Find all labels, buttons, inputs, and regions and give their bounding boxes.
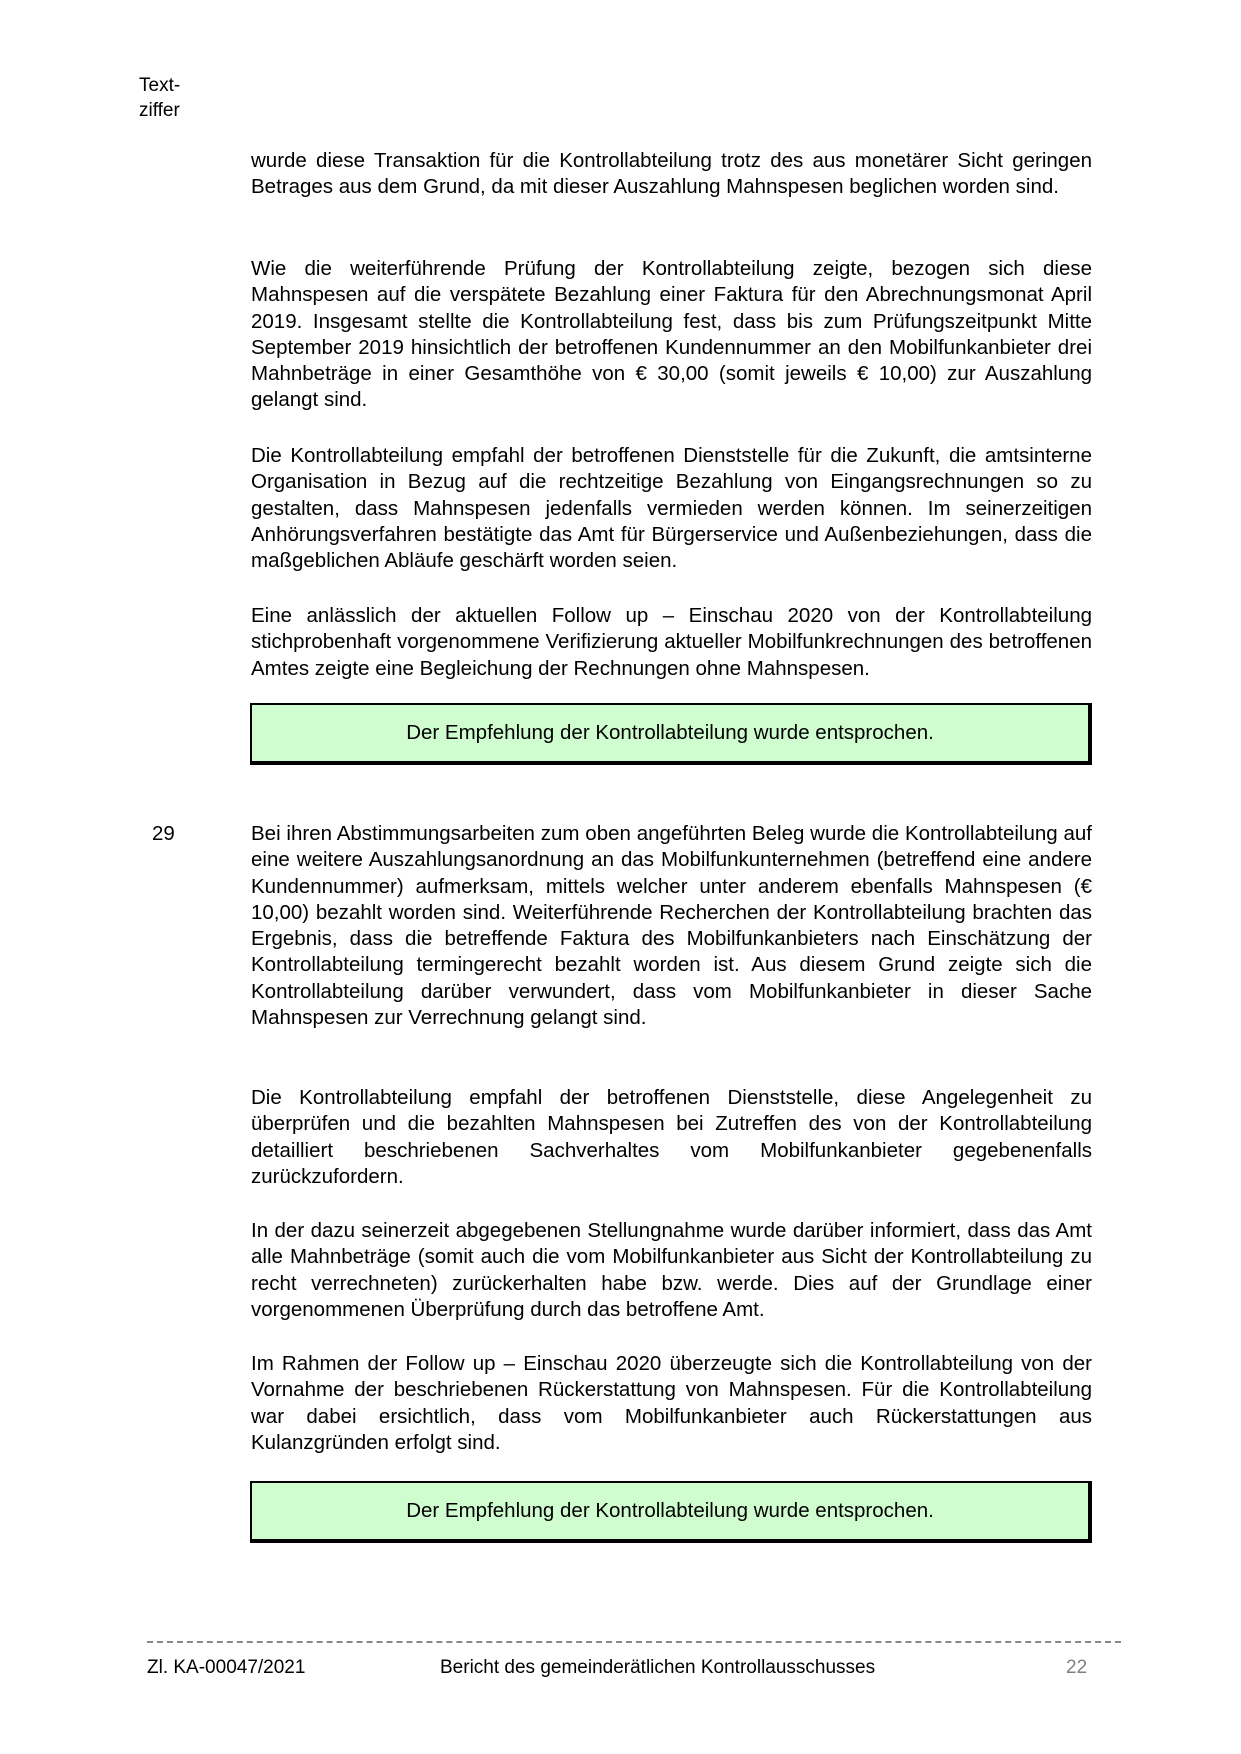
footer-divider — [147, 1641, 1121, 1643]
conclusion-text: Der Empfehlung der Kontrollabteilung wurde entsprochen. — [406, 721, 934, 744]
paragraph: Die Kontrollabteilung empfahl der betroffenen Dienststelle, diese Angelegenheit zu überprüfen und die bezahlten Mahnspesen bei Zutreffen des von der Kontrollabteilung detailliert beschriebenen Sachverhaltes vom Mobilfunkanbieter gegebenenfalls zurückzufordern. — [251, 1086, 1092, 1188]
paragraph: Bei ihren Abstimmungsarbeiten zum oben angeführten Beleg wurde die Kontrollabteilung auf eine weitere Auszahlungsanordnung an das Mobilfunkunternehmen (betreffend eine andere Kundennummer) aufmerksam, mittels welcher unter anderem ebenfalls Mahnspesen (€ 10,00) bezahlt worden sind. Weiterführende Recherchen der Kontrollabteilung brachten das Ergebnis, dass die betreffende Faktura des Mobilfunkanbieters nach Einschätzung der Kontrollabteilung termingerecht bezahlt worden ist. Aus diesem Grund zeigte sich die Kontrollabteilung darüber verwundert, dass vom Mobilfunkanbieter in dieser Sache Mahnspesen zur Verrechnung gelangt sind. — [251, 822, 1092, 1030]
conclusion-box — [250, 1481, 1092, 1543]
page-number: 22 — [1066, 1657, 1088, 1678]
paragraph: Im Rahmen der Follow up – Einschau 2020 überzeugte sich die Kontrollabteilung von der Vornahme der beschriebenen Rückerstattung von Mahnspesen. Für die Kontrollabteilung war dabei ersichtlich, dass vom Mobilfunkanbieter auch Rückerstattungen aus Kulanzgründen erfolgt sind. — [251, 1352, 1092, 1454]
footer-title: Bericht des gemeinderätlichen Kontrollausschusses — [440, 1657, 876, 1678]
conclusion-text: Der Empfehlung der Kontrollabteilung wurde entsprochen. — [406, 1499, 934, 1522]
paragraph: Wie die weiterführende Prüfung der Kontrollabteilung zeigte, bezogen sich diese Mahnspesen auf die verspätete Bezahlung einer Faktura für den Abrechnungsmonat April 2019. Insgesamt stellte die Kontrollabteilung fest, dass bis zum Prüfungszeitpunkt Mitte September 2019 hinsichtlich der betroffenen Kundennummer an den Mobilfunkanbieter drei Mahnbeträge in einer Gesamthöhe von € 30,00 (somit jeweils € 10,00) zur Auszahlung gelangt sind. — [251, 257, 1092, 412]
paragraph: In der dazu seinerzeit abgegebenen Stellungnahme wurde darüber informiert, dass das Amt alle Mahnbeträge (somit auch die vom Mobilfunkanbieter aus Sicht der Kontrollabteilung zu recht verrechneten) zurückerhalten habe bzw. werde. Dies auf der Grundlage einer vorgenommenen Überprüfung durch das betroffene Amt. — [251, 1219, 1092, 1321]
paragraph: Eine anlässlich der aktuellen Follow up – Einschau 2020 von der Kontrollabteilung stichprobenhaft vorgenommene Verifizierung aktueller Mobilfunkrechnungen des betroffenen Amtes zeigte eine Begleichung der Rechnungen ohne Mahnspesen. — [251, 604, 1092, 680]
paragraph: wurde diese Transaktion für die Kontrollabteilung trotz des aus monetärer Sicht geringen Betrages aus dem Grund, da mit dieser Auszahlung Mahnspesen beglichen worden sind. — [251, 149, 1092, 199]
footer-reference: Zl. KA-00047/2021 — [147, 1657, 306, 1678]
conclusion-box — [250, 703, 1092, 765]
margin-column-header — [139, 73, 180, 123]
margin-label-line-2: ziffer — [139, 100, 180, 121]
text-number: 29 — [152, 822, 175, 845]
margin-label-line-1: Text- — [139, 75, 181, 96]
paragraph: Die Kontrollabteilung empfahl der betroffenen Dienststelle für die Zukunft, die amtsinterne Organisation in Bezug auf die rechtzeitige Bezahlung von Eingangsrechnungen so zu gestalten, dass Mahnspesen jedenfalls vermieden werden können. Im seinerzeitigen Anhörungsverfahren bestätigte das Amt für Bürgerservice und Außenbeziehungen, dass die maßgeblichen Abläufe geschärft worden seien. — [251, 444, 1092, 573]
